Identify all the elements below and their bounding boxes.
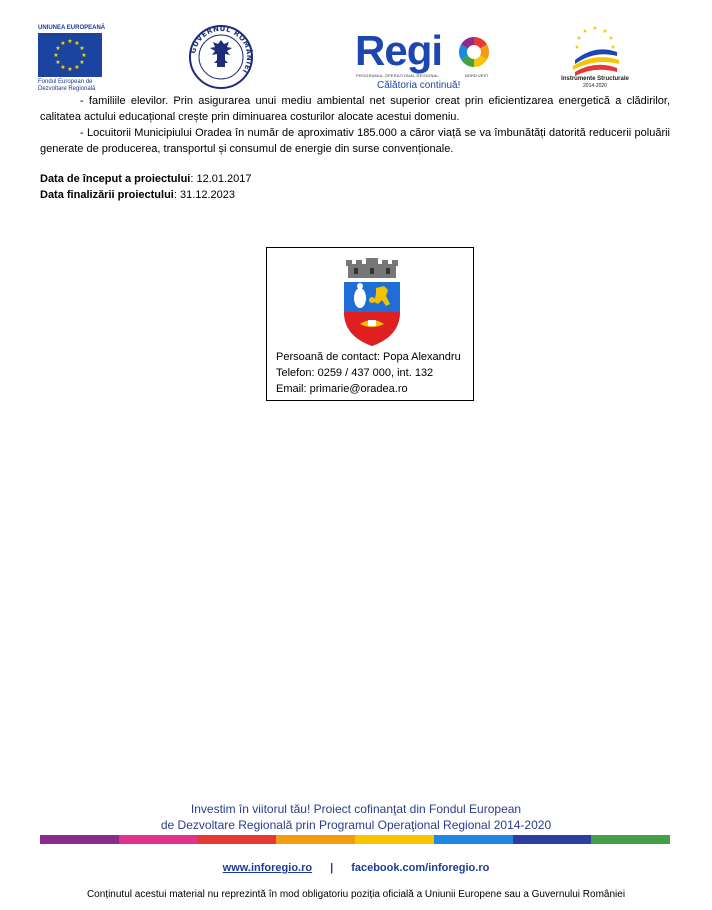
svg-text:★: ★: [67, 66, 73, 73]
footer-link-separator: |: [330, 862, 334, 874]
eu-flag-icon: [38, 33, 102, 77]
svg-text:★: ★: [60, 64, 66, 71]
contact-person: Persoană de contact: Popa Alexandru: [276, 351, 461, 363]
svg-text:★: ★: [53, 52, 59, 59]
svg-text:★: ★: [81, 52, 87, 59]
regio-tagline: Călătoria continuă!: [377, 80, 461, 91]
government-ring-text: GUVERNUL ROMÂNIEI: [189, 24, 254, 75]
svg-text:★: ★: [592, 25, 598, 32]
beneficiaries-families-paragraph: - familiile elevilor. Prin asigurarea unui mediu ambiental net superior creat prin eficientizarea energetică a clădirilor, calitatea actului educațional crește prin diminuarea costurilor alocate acestui domeniu.: [40, 95, 670, 123]
footer-links: [0, 862, 712, 874]
structural-instruments-years: 2014-2020: [583, 83, 607, 89]
structural-instruments-icon: [555, 22, 635, 76]
start-date-line: [40, 171, 252, 187]
svg-text:★: ★: [576, 35, 582, 42]
eu-logo: [38, 24, 108, 93]
start-date-label: Data de început a proiectului: [40, 173, 191, 185]
structural-instruments-caption: Instrumente Structurale: [561, 76, 629, 82]
footer-investment-statement: [0, 801, 712, 833]
inforegio-facebook-link[interactable]: facebook.com/inforegio.ro: [351, 862, 490, 874]
svg-text:★: ★: [74, 64, 80, 71]
end-date-line: [40, 187, 252, 203]
regio-program-label: PROGRAMUL OPERAȚIONAL REGIONAL: [356, 73, 439, 78]
contact-phone: Telefon: 0259 / 437 000, int. 132: [276, 367, 434, 379]
footer-investment-line-2: de Dezvoltare Regională prin Programul Operaţional Regional 2014-2020: [160, 818, 552, 832]
svg-text:★: ★: [74, 40, 80, 47]
svg-text:★: ★: [582, 28, 588, 35]
end-date-value: : 31.12.2023: [173, 189, 236, 201]
start-date-value: : 12.01.2017: [190, 173, 252, 185]
footer-disclaimer: Conținutul acestui material nu reprezintă în mod obligatoriu poziția oficială a Uniunii Europene sau a Guvernului României: [86, 889, 626, 900]
svg-text:★: ★: [610, 44, 616, 51]
svg-text:★: ★: [67, 38, 73, 45]
eu-logo-caption-1: Fondul European de: [38, 79, 93, 85]
structural-instruments-logo: [555, 22, 635, 94]
oradea-coat-of-arms-icon: [340, 258, 404, 346]
svg-text:★: ★: [55, 45, 61, 52]
eagle-icon: [210, 40, 232, 67]
eu-logo-caption-2: Dezvoltare Regională: [38, 86, 96, 92]
svg-text:★: ★: [60, 40, 66, 47]
svg-text:★: ★: [79, 59, 85, 66]
project-dates: [40, 171, 252, 203]
svg-text:★: ★: [574, 44, 580, 51]
svg-text:★: ★: [608, 35, 614, 42]
regio-wheel-icon: [459, 37, 489, 67]
project-description: [40, 93, 670, 157]
footer-color-bar: [40, 835, 670, 844]
regio-wordmark: Regi: [355, 27, 443, 74]
regio-logo: [355, 27, 490, 96]
svg-text:★: ★: [55, 59, 61, 66]
contact-details: [276, 349, 461, 397]
svg-text:★: ★: [602, 28, 608, 35]
beneficiaries-residents-paragraph: - Locuitorii Municipiului Oradea în număr de aproximativ 185.000 a căror viață se va îmbunătăți datorită reducerii poluării generate de producerea, transportul și consumul de energie din surse convenționale.: [40, 127, 670, 155]
svg-text:★: ★: [79, 45, 85, 52]
eu-logo-title: UNIUNEA EUROPEANĂ: [38, 25, 106, 31]
footer-investment-line-1: Investim în viitorul tău! Proiect cofinanţat din Fondul European: [190, 802, 522, 816]
regio-region-label: NORD-VEST: [465, 73, 489, 78]
contact-box: [266, 247, 474, 401]
inforegio-website-link[interactable]: www.inforegio.ro: [222, 862, 313, 874]
end-date-label: Data finalizării proiectului: [40, 189, 174, 201]
contact-email: Email: primarie@oradea.ro: [276, 383, 408, 395]
government-logo: [188, 24, 254, 90]
